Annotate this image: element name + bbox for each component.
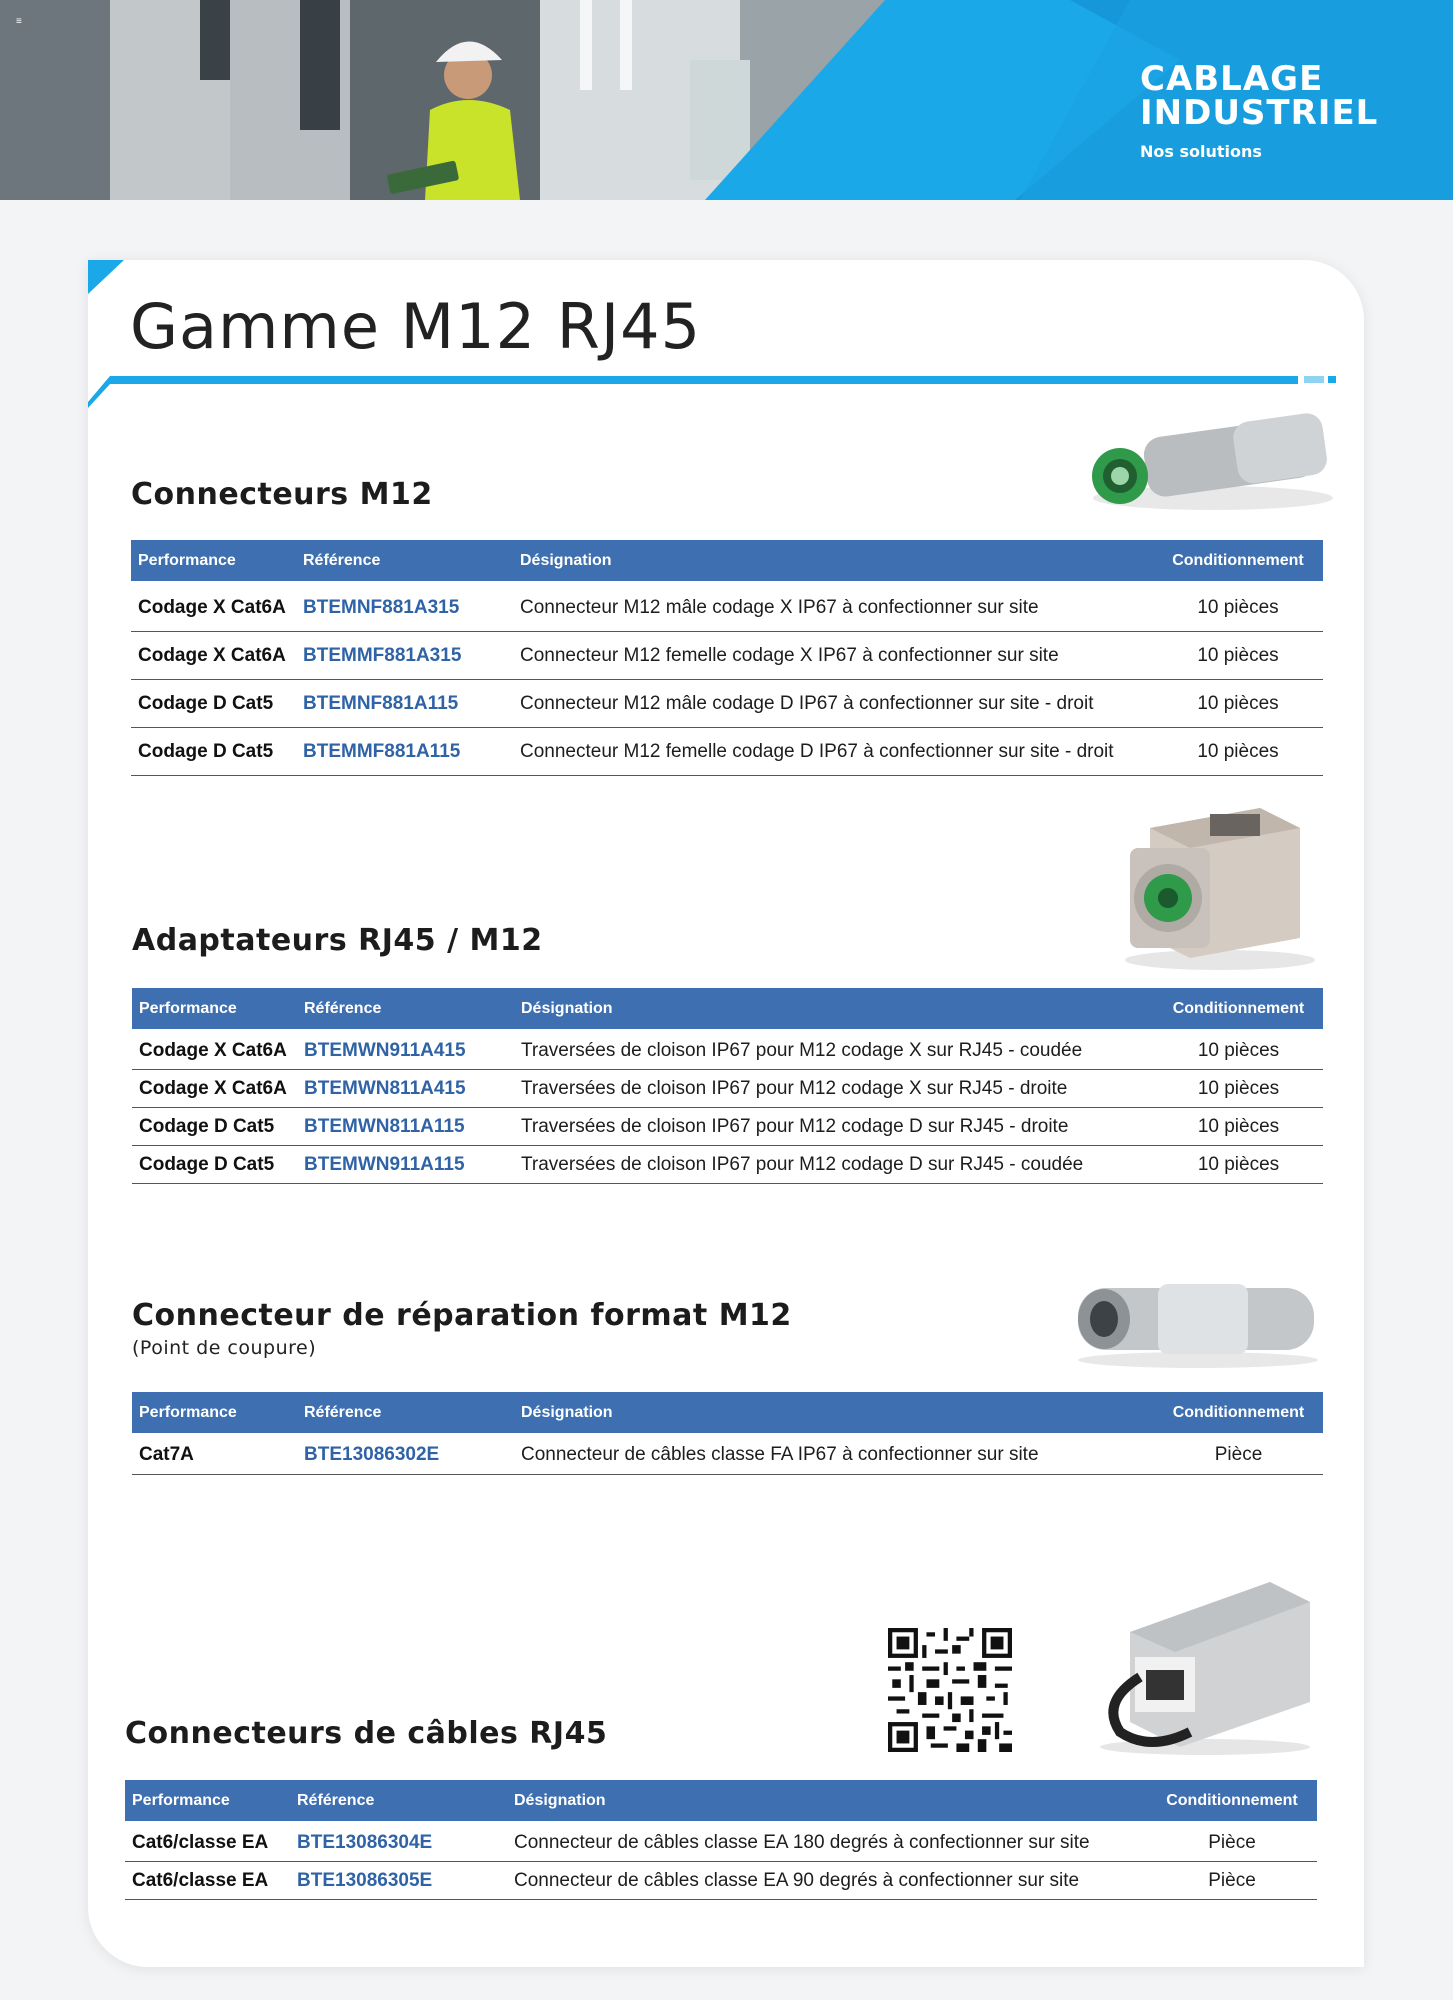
col-performance: Performance — [132, 1392, 297, 1435]
reference-cell[interactable]: BTEMMF881A115 — [296, 728, 513, 776]
section-subtitle: (Point de coupure) — [132, 1337, 317, 1359]
performance-cell: Codage X Cat6A — [131, 632, 296, 680]
col-reference: Référence — [290, 1780, 507, 1823]
col-performance: Performance — [125, 1780, 290, 1823]
table-row — [131, 632, 1323, 680]
conditionnement-cell: 10 pièces — [1153, 632, 1323, 680]
m12-connector-image — [1085, 398, 1335, 518]
designation-cell: Connecteur de câbles classe FA IP67 à confectionner sur site — [514, 1435, 1154, 1475]
col-designation: Désignation — [514, 988, 1154, 1031]
products-table-adaptateurs — [132, 988, 1323, 1184]
col-performance: Performance — [132, 988, 297, 1031]
conditionnement-cell: 10 pièces — [1153, 583, 1323, 632]
col-designation: Désignation — [507, 1780, 1147, 1823]
qr-code-icon[interactable] — [888, 1628, 1012, 1752]
col-conditionnement: Conditionnement — [1147, 1780, 1317, 1823]
conditionnement-cell: Pièce — [1147, 1823, 1317, 1862]
table-row — [132, 1146, 1323, 1184]
col-reference: Référence — [297, 1392, 514, 1435]
reference-cell[interactable]: BTEMWN911A415 — [297, 1031, 514, 1070]
rj45-m12-adapter-image — [1110, 808, 1320, 973]
designation-cell: Traversées de cloison IP67 pour M12 codage D sur RJ45 - droite — [514, 1108, 1154, 1146]
col-performance: Performance — [131, 540, 296, 583]
brand-tagline: Nos solutions — [1140, 142, 1262, 161]
performance-cell: Codage X Cat6A — [131, 583, 296, 632]
performance-cell: Codage D Cat5 — [131, 728, 296, 776]
brand-line-1: CABLAGE — [1140, 59, 1324, 99]
conditionnement-cell: 10 pièces — [1153, 680, 1323, 728]
conditionnement-cell: 10 pièces — [1154, 1108, 1323, 1146]
table-row — [125, 1823, 1317, 1862]
products-table-reparation — [132, 1392, 1323, 1475]
section-title: Connecteurs de câbles RJ45 — [125, 1716, 608, 1751]
brand-line-2: INDUSTRIEL — [1140, 93, 1379, 133]
products-table-rj45 — [125, 1780, 1317, 1900]
reference-cell[interactable]: BTEMWN811A415 — [297, 1070, 514, 1108]
reference-cell[interactable]: BTEMNF881A315 — [296, 583, 513, 632]
conditionnement-cell: Pièce — [1154, 1435, 1323, 1475]
performance-cell: Codage D Cat5 — [132, 1108, 297, 1146]
designation-cell: Connecteur M12 mâle codage D IP67 à confectionner sur site - droit — [513, 680, 1153, 728]
products-table-m12 — [131, 540, 1323, 776]
performance-cell: Codage X Cat6A — [132, 1031, 297, 1070]
designation-cell: Connecteur M12 femelle codage D IP67 à confectionner sur site - droit — [513, 728, 1153, 776]
col-designation: Désignation — [513, 540, 1153, 583]
conditionnement-cell: 10 pièces — [1154, 1146, 1323, 1184]
table-row — [125, 1862, 1317, 1900]
conditionnement-cell: 10 pièces — [1153, 728, 1323, 776]
menu-icon[interactable]: ≡ — [16, 16, 22, 27]
header-banner — [0, 0, 1453, 200]
table-row — [131, 583, 1323, 632]
reference-cell[interactable]: BTE13086304E — [290, 1823, 507, 1862]
col-reference: Référence — [296, 540, 513, 583]
conditionnement-cell: 10 pièces — [1154, 1070, 1323, 1108]
designation-cell: Connecteur M12 mâle codage X IP67 à confectionner sur site — [513, 583, 1153, 632]
designation-cell: Connecteur de câbles classe EA 180 degrés à confectionner sur site — [507, 1823, 1147, 1862]
col-conditionnement: Conditionnement — [1154, 1392, 1323, 1435]
conditionnement-cell: Pièce — [1147, 1862, 1317, 1900]
table-row — [132, 1108, 1323, 1146]
section-title: Connecteurs M12 — [131, 477, 433, 512]
brand-block — [1140, 59, 1379, 161]
performance-cell: Cat6/classe EA — [125, 1862, 290, 1900]
table-row — [132, 1070, 1323, 1108]
table-row — [132, 1031, 1323, 1070]
reference-cell[interactable]: BTEMMF881A315 — [296, 632, 513, 680]
reference-cell[interactable]: BTE13086305E — [290, 1862, 507, 1900]
corner-accent — [88, 260, 128, 300]
col-conditionnement: Conditionnement — [1154, 988, 1323, 1031]
performance-cell: Codage D Cat5 — [132, 1146, 297, 1184]
table-row — [132, 1435, 1323, 1475]
conditionnement-cell: 10 pièces — [1154, 1031, 1323, 1070]
designation-cell: Traversées de cloison IP67 pour M12 codage D sur RJ45 - coudée — [514, 1146, 1154, 1184]
col-reference: Référence — [297, 988, 514, 1031]
designation-cell: Traversées de cloison IP67 pour M12 codage X sur RJ45 - droite — [514, 1070, 1154, 1108]
col-conditionnement: Conditionnement — [1153, 540, 1323, 583]
col-designation: Désignation — [514, 1392, 1154, 1435]
table-row — [131, 680, 1323, 728]
designation-cell: Traversées de cloison IP67 pour M12 codage X sur RJ45 - coudée — [514, 1031, 1154, 1070]
rj45-cable-connector-image — [1080, 1582, 1330, 1757]
performance-cell: Codage X Cat6A — [132, 1070, 297, 1108]
table-row — [131, 728, 1323, 776]
designation-cell: Connecteur de câbles classe EA 90 degrés à confectionner sur site — [507, 1862, 1147, 1900]
performance-cell: Cat7A — [132, 1435, 297, 1475]
reference-cell[interactable]: BTEMNF881A115 — [296, 680, 513, 728]
reference-cell[interactable]: BTEMWN911A115 — [297, 1146, 514, 1184]
designation-cell: Connecteur M12 femelle codage X IP67 à confectionner sur site — [513, 632, 1153, 680]
section-title: Adaptateurs RJ45 / M12 — [132, 923, 543, 958]
reference-cell[interactable]: BTEMWN811A115 — [297, 1108, 514, 1146]
page-title: Gamme M12 RJ45 — [130, 290, 702, 363]
repair-connector-image — [1068, 1270, 1326, 1370]
performance-cell: Cat6/classe EA — [125, 1823, 290, 1862]
section-title: Connecteur de réparation format M12 — [132, 1298, 792, 1333]
reference-cell[interactable]: BTE13086302E — [297, 1435, 514, 1475]
performance-cell: Codage D Cat5 — [131, 680, 296, 728]
